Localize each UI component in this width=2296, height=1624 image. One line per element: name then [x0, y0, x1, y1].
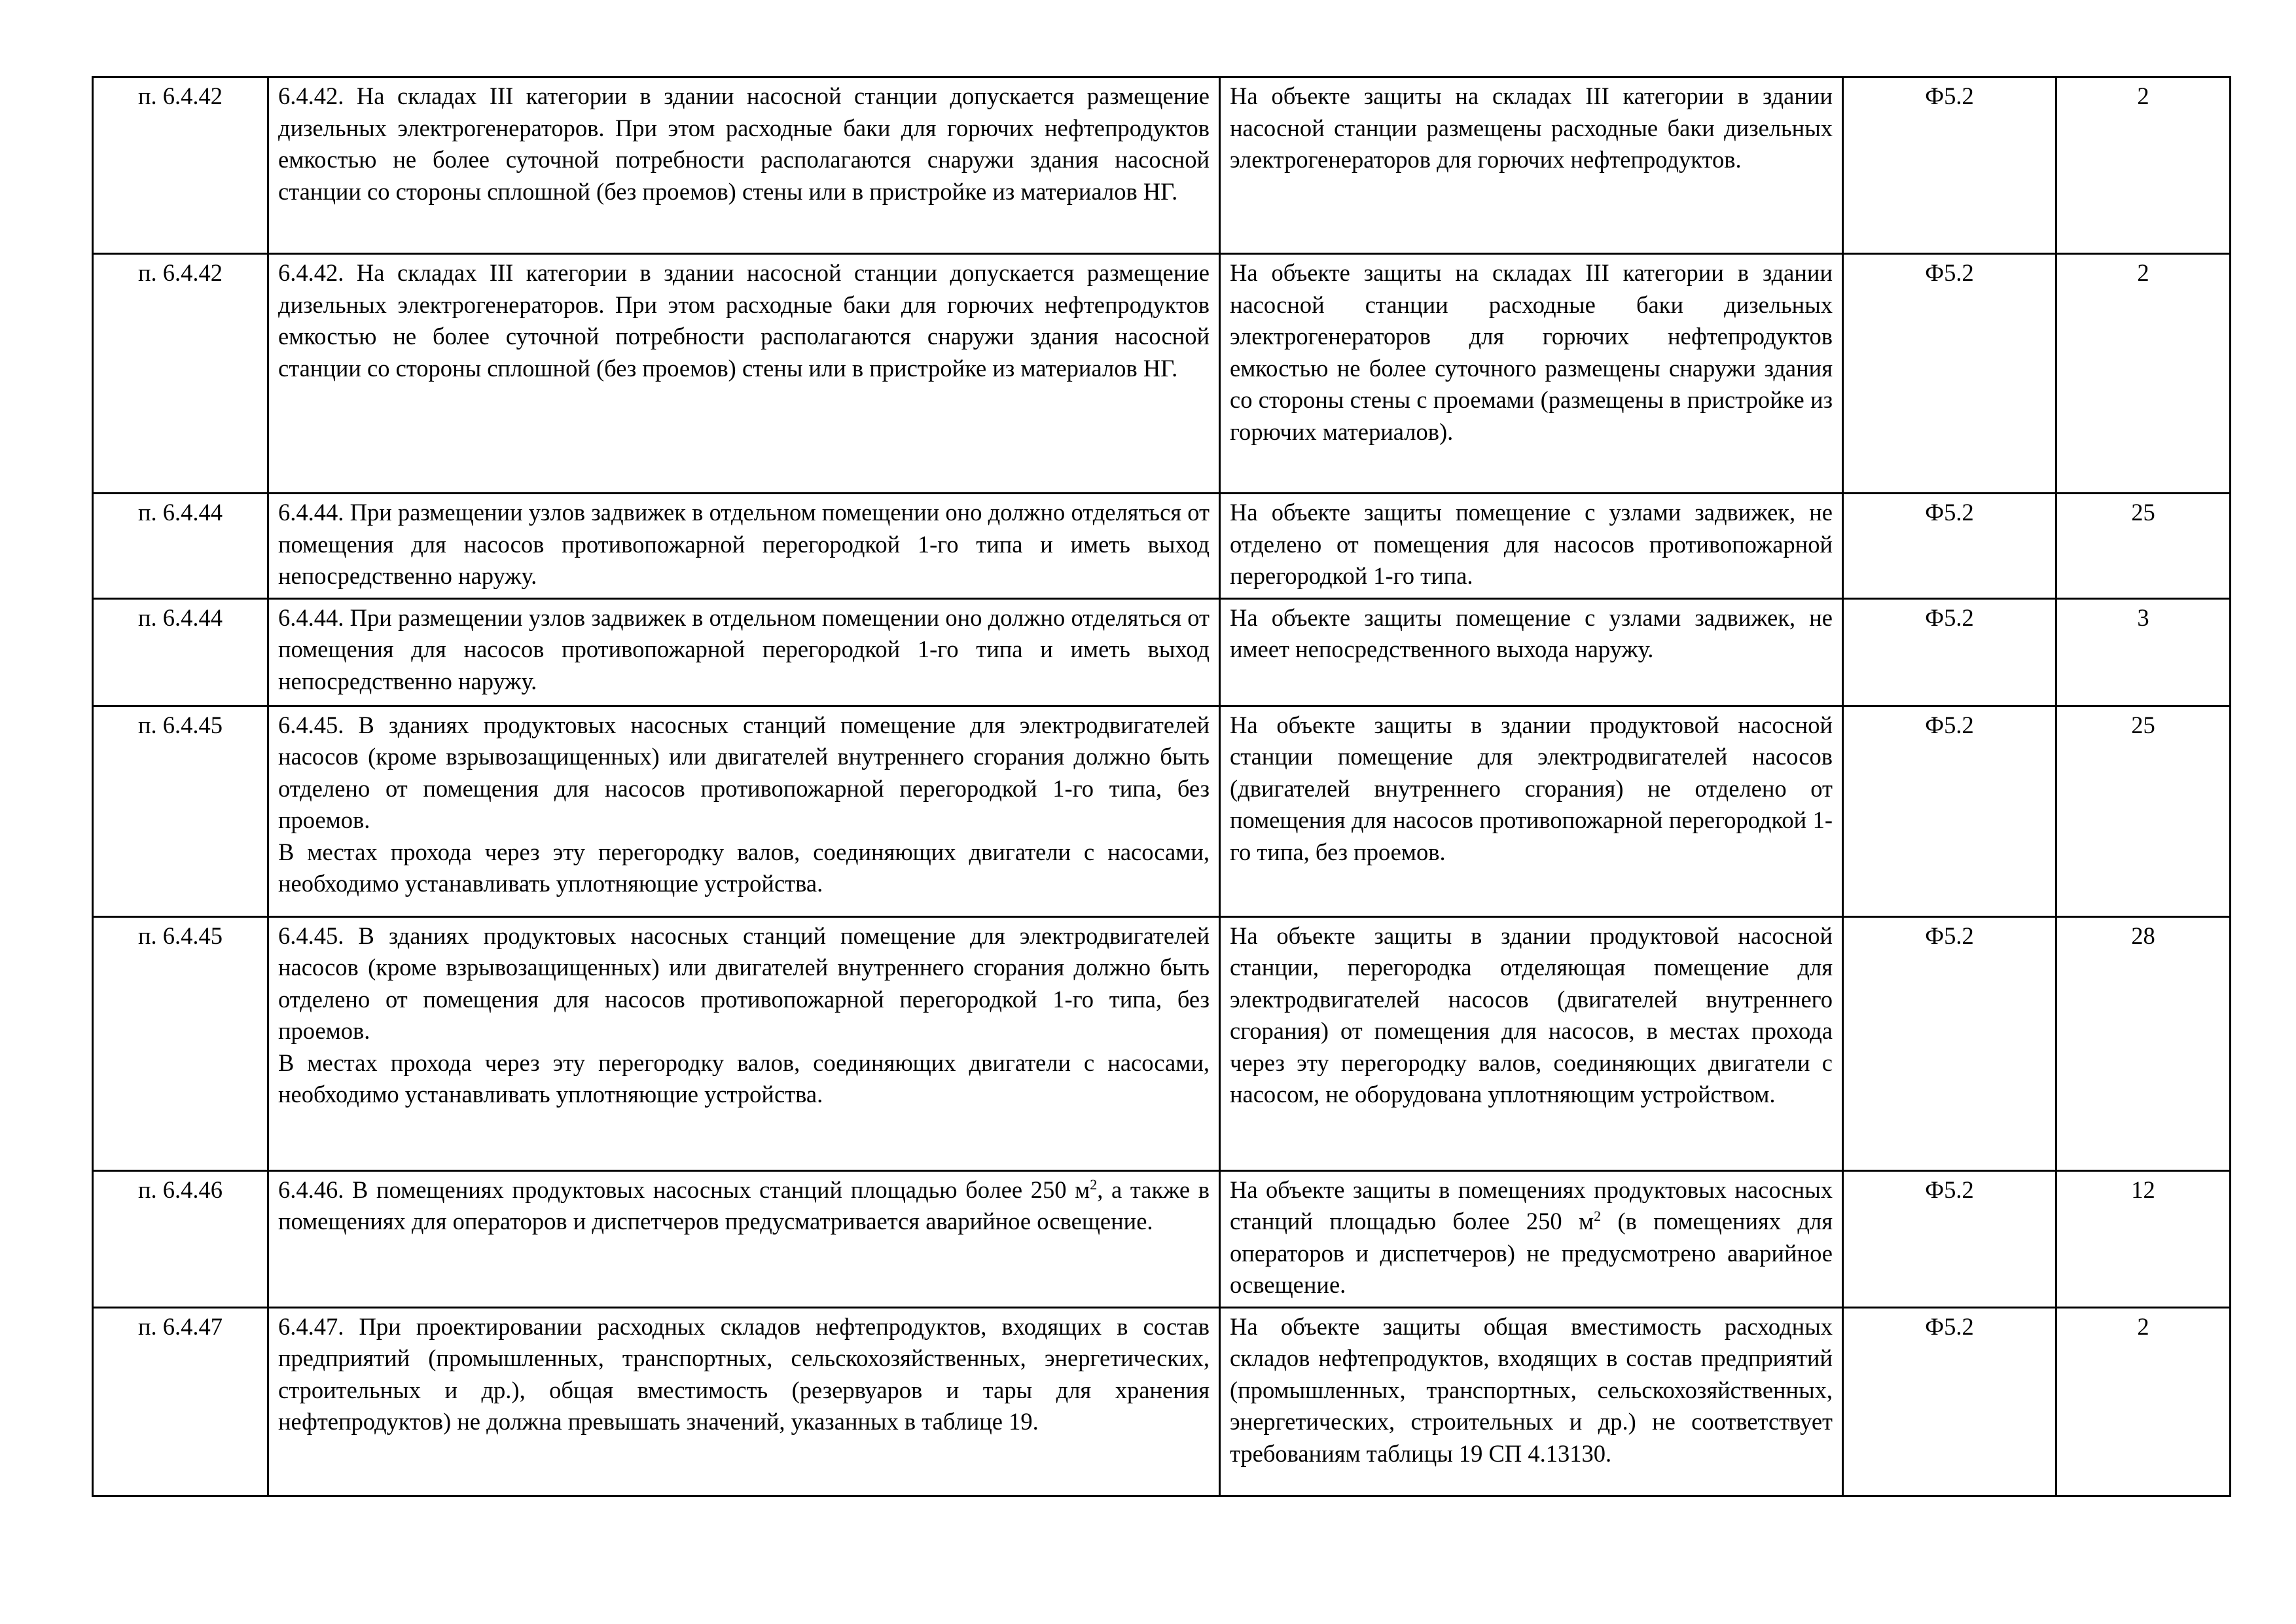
requirement-text-end: , а также в помещениях для операторов и диспетчеров предусматривается аварийное освещение.	[278, 1176, 1210, 1235]
clause-reference: п. 6.4.45	[93, 916, 268, 1170]
object-class: Ф5.2	[1843, 598, 2056, 706]
value-cell: 2	[2056, 254, 2231, 494]
requirement-paragraph: 6.4.45. В зданиях продуктовых насосных станций помещение для электродвигателей насосов (кроме взрывозащищенных) или двигателей внутреннего сгорания должно быть отделено от помещения для насосов противопожарной перегородкой 1-го типа, без проемов.	[278, 922, 1210, 1044]
table-row	[93, 494, 2231, 599]
value-cell: 25	[2056, 706, 2231, 916]
clause-reference: п. 6.4.42	[93, 254, 268, 494]
requirement-paragraph: В местах прохода через эту перегородку валов, соединяющих двигатели с насосами, необходимо устанавливать уплотняющие устройства.	[278, 838, 1210, 897]
table-row	[93, 598, 2231, 706]
value-cell: 25	[2056, 494, 2231, 599]
object-class: Ф5.2	[1843, 706, 2056, 916]
requirement-text	[268, 598, 1220, 706]
requirement-text	[268, 254, 1220, 494]
requirement-text	[268, 706, 1220, 916]
superscript-exponent: 2	[1594, 1207, 1602, 1224]
requirement-text-start: 6.4.46. В помещениях продуктовых насосных станций площадью более 250 м	[278, 1176, 1090, 1203]
object-class: Ф5.2	[1843, 77, 2056, 254]
table-row	[93, 916, 2231, 1170]
clause-reference: п. 6.4.44	[93, 598, 268, 706]
requirement-text	[268, 916, 1220, 1170]
violation-description: На объекте защиты помещение с узлами задвижек, не отделено от помещения для насосов противопожарной перегородкой 1-го типа.	[1220, 494, 1843, 599]
object-class: Ф5.2	[1843, 916, 2056, 1170]
table-row	[93, 254, 2231, 494]
value-cell: 2	[2056, 1307, 2231, 1496]
requirement-paragraph: 6.4.42. На складах III категории в здании насосной станции допускается размещение дизельных электрогенераторов. При этом расходные баки для горючих нефтепродуктов емкостью не более суточной потребности располагаются снаружи здания насосной станции со стороны сплошной (без проемов) стены или в пристройке из материалов НГ.	[278, 259, 1210, 382]
violation-description: На объекте защиты помещение с узлами задвижек, не имеет непосредственного выхода наружу.	[1220, 598, 1843, 706]
requirements-table	[92, 76, 2231, 1497]
requirement-text	[268, 1170, 1220, 1307]
clause-reference: п. 6.4.46	[93, 1170, 268, 1307]
violation-description	[1220, 1170, 1843, 1307]
table-row	[93, 1307, 2231, 1496]
requirement-text	[268, 1307, 1220, 1496]
requirement-paragraph: 6.4.45. В зданиях продуктовых насосных станций помещение для электродвигателей насосов (кроме взрывозащищенных) или двигателей внутреннего сгорания должно быть отделено от помещения для насосов противопожарной перегородкой 1-го типа, без проемов.	[278, 711, 1210, 833]
value-cell: 28	[2056, 916, 2231, 1170]
object-class: Ф5.2	[1843, 254, 2056, 494]
object-class: Ф5.2	[1843, 1170, 2056, 1307]
violation-description: На объекте защиты в здании продуктовой насосной станции помещение для электродвигателей насосов (двигателей внутреннего сгорания) не отделено от помещения для насосов противопожарной перегородкой 1-го типа, без проемов.	[1220, 706, 1843, 916]
violation-description: На объекте защиты в здании продуктовой насосной станции, перегородка отделяющая помещение для электродвигателей насосов (двигателей внутреннего сгорания) от помещения для насосов, в местах прохода через эту перегородку валов, соединяющих двигатели с насосом, не оборудована уплотняющим устройством.	[1220, 916, 1843, 1170]
requirement-paragraph: 6.4.44. При размещении узлов задвижек в отдельном помещении оно должно отделяться от помещения для насосов противопожарной перегородкой 1-го типа и иметь выход непосредственно наружу.	[278, 604, 1210, 695]
requirement-paragraph: 6.4.42. На складах III категории в здании насосной станции допускается размещение дизельных электрогенераторов. При этом расходные баки для горючих нефтепродуктов емкостью не более суточной потребности располагаются снаружи здания насосной станции со стороны сплошной (без проемов) стены или в пристройке из материалов НГ.	[278, 82, 1210, 205]
violation-description: На объекте защиты общая вместимость расходных складов нефтепродуктов, входящих в состав предприятий (промышленных, транспортных, сельскохозяйственных, энергетических, строительных и др.) не соответствует требованиям таблицы 19 СП 4.13130.	[1220, 1307, 1843, 1496]
violation-text-start: На объекте защиты в помещениях продуктовых насосных станций площадью более 250 м	[1230, 1176, 1833, 1235]
table-row	[93, 1170, 2231, 1307]
superscript-exponent: 2	[1090, 1176, 1098, 1193]
clause-reference: п. 6.4.45	[93, 706, 268, 916]
object-class: Ф5.2	[1843, 1307, 2056, 1496]
value-cell: 12	[2056, 1170, 2231, 1307]
violation-description: На объекте защиты на складах III категории в здании насосной станции расходные баки дизельных электрогенераторов для горючих нефтепродуктов емкостью не более суточного размещены снаружи здания со стороны стены с проемами (размещены в пристройке из горючих материалов).	[1220, 254, 1843, 494]
table-row	[93, 706, 2231, 916]
requirement-paragraph: 6.4.47. При проектировании расходных складов нефтепродуктов, входящих в состав предприятий (промышленных, транспортных, сельскохозяйственных, энергетических, строительных и др.), общая вместимость (резервуаров и тары для хранения нефтепродуктов) не должна превышать значений, указанных в таблице 19.	[278, 1312, 1210, 1435]
violation-text-end: (в помещениях для операторов и диспетчеров) не предусмотрено аварийное освещение.	[1230, 1208, 1833, 1298]
clause-reference: п. 6.4.44	[93, 494, 268, 599]
clause-reference: п. 6.4.47	[93, 1307, 268, 1496]
document-page	[92, 76, 2229, 1497]
object-class: Ф5.2	[1843, 494, 2056, 599]
table-row	[93, 77, 2231, 254]
violation-description: На объекте защиты на складах III категории в здании насосной станции размещены расходные баки дизельных электрогенераторов для горючих нефтепродуктов.	[1220, 77, 1843, 254]
requirement-paragraph: В местах прохода через эту перегородку валов, соединяющих двигатели с насосами, необходимо устанавливать уплотняющие устройства.	[278, 1049, 1210, 1108]
requirement-paragraph: 6.4.44. При размещении узлов задвижек в отдельном помещении оно должно отделяться от помещения для насосов противопожарной перегородкой 1-го типа и иметь выход непосредственно наружу.	[278, 499, 1210, 589]
requirement-text	[268, 494, 1220, 599]
requirement-text	[268, 77, 1220, 254]
value-cell: 2	[2056, 77, 2231, 254]
clause-reference: п. 6.4.42	[93, 77, 268, 254]
value-cell: 3	[2056, 598, 2231, 706]
